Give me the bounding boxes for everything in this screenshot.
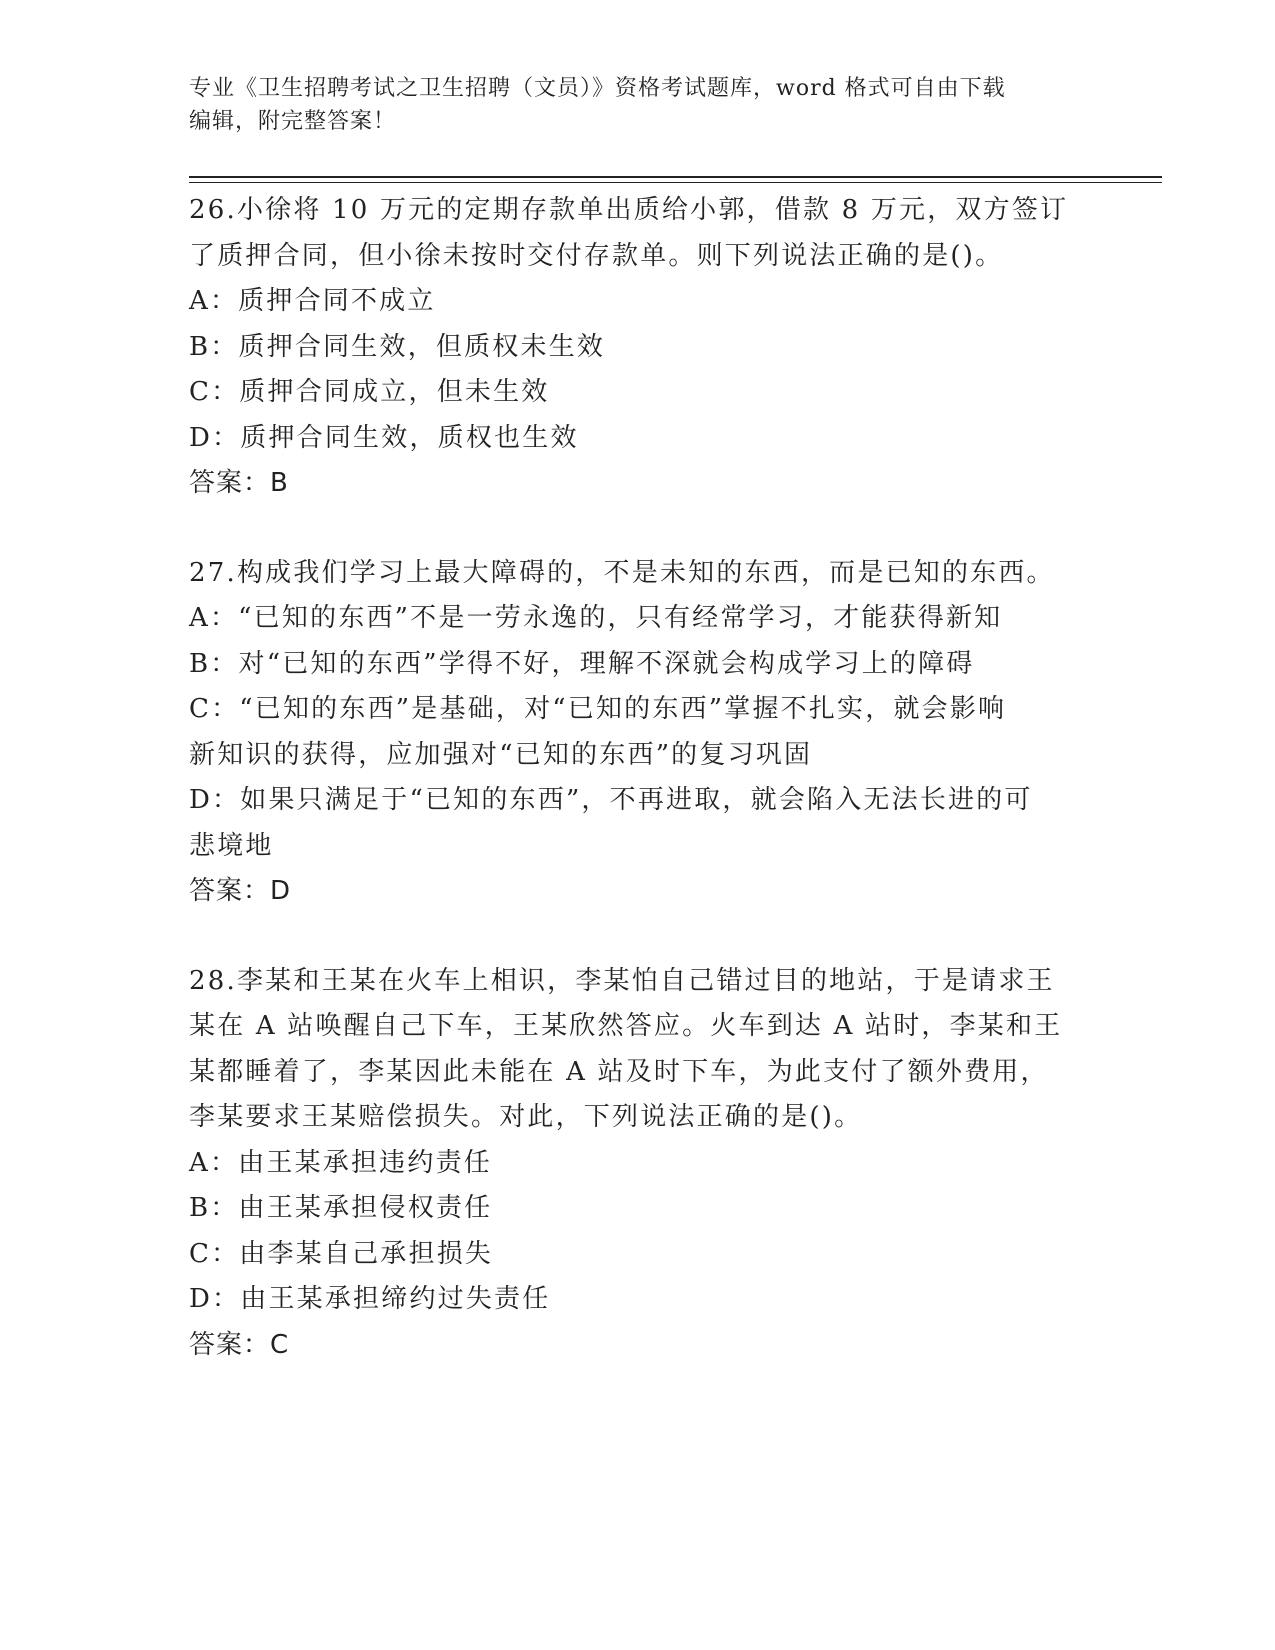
option-a: A：质押合同不成立	[189, 286, 436, 316]
question-28	[189, 959, 1089, 1369]
question-stem-line: 26.小徐将 10 万元的定期存款单出质给小郭，借款 8 万元，双方签订	[189, 195, 1069, 225]
header-divider-thin	[189, 182, 1162, 183]
question-stem-line: 27.构成我们学习上最大障碍的，不是未知的东西，而是已知的东西。	[189, 557, 1055, 588]
option-d: D：由王某承担缔约过失责任	[189, 1284, 551, 1314]
answer-label: 答案：B	[189, 468, 289, 498]
option-d-continued: 悲境地	[189, 830, 274, 861]
option-d: D：如果只满足于“已知的东西”，不再进取，就会陷入无法长进的可	[189, 785, 1033, 815]
question-stem-line: 某都睡着了，李某因此未能在 A 站及时下车，为此支付了额外费用，	[189, 1056, 1049, 1087]
answer-label: 答案：D	[189, 876, 292, 906]
question-26	[189, 188, 1089, 507]
question-list	[189, 188, 1089, 1412]
option-a: A：由王某承担违约责任	[189, 1147, 492, 1178]
option-c: C：由李某自己承担损失	[189, 1238, 494, 1269]
option-c: C：“已知的东西”是基础，对“已知的东西”掌握不扎实，就会影响	[189, 694, 1007, 724]
option-b: B：由王某承担侵权责任	[189, 1193, 493, 1223]
question-stem-line: 某在 A 站唤醒自己下车，王某欣然答应。火车到达 A 站时，李某和王	[189, 1011, 1063, 1041]
option-c-continued: 新知识的获得，应加强对“已知的东西”的复习巩固	[189, 739, 813, 770]
option-a: A：“已知的东西”不是一劳永逸的，只有经常学习，才能获得新知	[189, 603, 1003, 633]
option-b: B：对“已知的东西”学得不好，理解不深就会构成学习上的障碍	[189, 648, 975, 679]
option-d: D：质押合同生效，质权也生效	[189, 422, 579, 453]
document-header	[189, 72, 1089, 138]
answer-label: 答案：C	[189, 1329, 290, 1360]
question-stem-line: 了质押合同，但小徐未按时交付存款单。则下列说法正确的是()。	[189, 240, 1004, 271]
header-line-1: 专业《卫生招聘考试之卫生招聘（文员）》资格考试题库，word 格式可自由下载	[189, 76, 1006, 101]
option-b: B：质押合同生效，但质权未生效	[189, 331, 606, 362]
header-divider-thick	[189, 176, 1162, 178]
option-c: C：质押合同成立，但未生效	[189, 377, 550, 407]
question-stem-line: 28.李某和王某在火车上相识，李某怕自己错过目的地站，于是请求王	[189, 965, 1055, 996]
question-stem-line: 李某要求王某赔偿损失。对此，下列说法正确的是()。	[189, 1102, 863, 1132]
question-27	[189, 551, 1089, 915]
header-line-2: 编辑，附完整答案！	[189, 109, 397, 134]
